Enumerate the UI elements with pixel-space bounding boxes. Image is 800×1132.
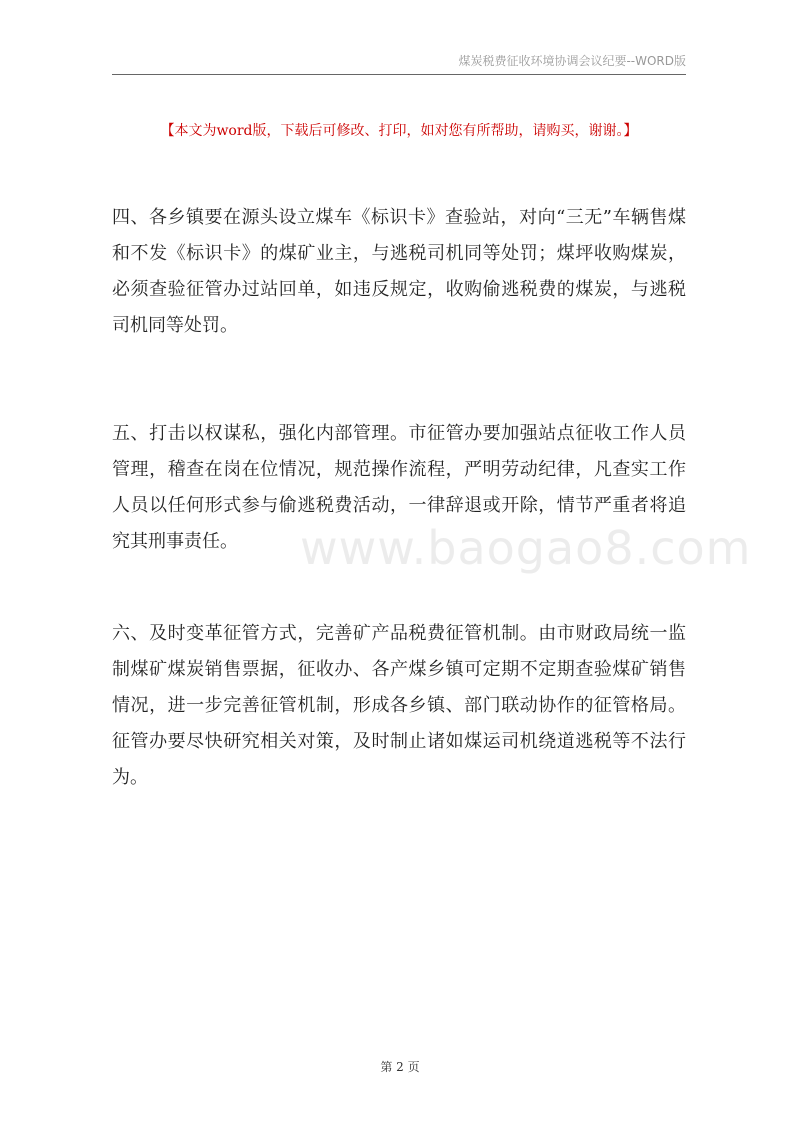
paragraph-5: 五、打击以权谋私，强化内部管理。市征管办要加强站点征收工作人员管理，稽查在岗在位情况，规范操作流程，严明劳动纪律，凡查实工作人员以任何形式参与偷逃税费活动，一律辞退或开除，情节严重者将追究其刑事责任。	[112, 423, 686, 552]
download-notice: 【本文为word版，下载后可修改、打印，如对您有所帮助，请购买，谢谢。】	[160, 123, 638, 139]
paragraph-6: 六、及时变革征管方式，完善矿产品税费征管机制。由市财政局统一监制煤矿煤炭销售票据，征收办、各产煤乡镇可定期不定期查验煤矿销售情况，进一步完善征管机制，形成各乡镇、部门联动协作的征管格局。征管办要尽快研究相关对策，及时制止诸如煤运司机绕道逃税等不法行为。	[112, 623, 686, 788]
page-number: 第 2 页	[380, 1060, 420, 1074]
paragraph-4: 四、各乡镇要在源头设立煤车《标识卡》查验站，对向“三无”车辆售煤和不发《标识卡》的煤矿业主，与逃税司机同等处罚；煤坪收购煤炭，必须查验征管办过站回单，如违反规定，收购偷逃税费的煤炭，与逃税司机同等处罚。	[112, 207, 686, 336]
header-divider	[112, 74, 686, 75]
running-header: 煤炭税费征收环境协调会议纪要--WORD版	[458, 54, 686, 68]
watermark-text: www.baogao8.com	[300, 521, 752, 575]
